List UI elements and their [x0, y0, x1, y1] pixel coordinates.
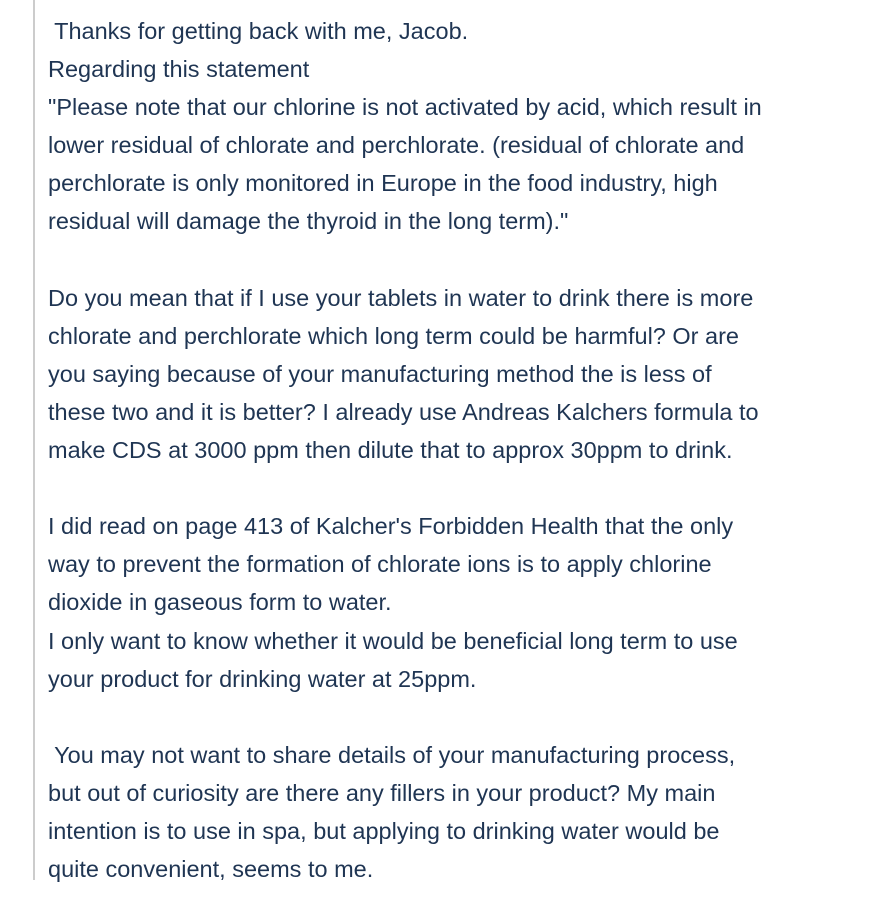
text-line: You may not want to share details of your manufacturing process, [48, 741, 736, 768]
text-line: residual will damage the thyroid in the long term)." [48, 208, 569, 235]
paragraph-gap [48, 698, 878, 736]
text-line: dioxide in gaseous form to water. [48, 589, 392, 616]
text-line: way to prevent the formation of chlorate ions is to apply chlorine [48, 551, 712, 578]
text-line: perchlorate is only monitored in Europe in the food industry, high [48, 170, 718, 197]
text-line: but out of curiosity are there any fillers in your product? My main [48, 779, 716, 806]
text-line: "Please note that our chlorine is not activated by acid, which result in [48, 94, 762, 121]
paragraph-gap [48, 469, 878, 507]
text-line: Thanks for getting back with me, Jacob. [48, 18, 469, 44]
paragraph-gap [48, 241, 878, 279]
text-line: lower residual of chlorate and perchlorate. (residual of chlorate and [48, 132, 745, 159]
text-line: you saying because of your manufacturing method the is less of [48, 360, 712, 387]
text-line: I only want to know whether it would be beneficial long term to use [48, 627, 738, 654]
text-line: your product for drinking water at 25ppm. [48, 665, 477, 692]
text-line: Do you mean that if I use your tablets in water to drink there is more [48, 284, 754, 311]
text-line: I did read on page 413 of Kalcher's Forbidden Health that the only [48, 513, 734, 540]
text-line: chlorate and perchlorate which long term could be harmful? Or are [48, 322, 740, 349]
text-line: intention is to use in spa, but applying to drinking water would be [48, 817, 720, 844]
email-body [48, 12, 878, 888]
text-line: quite convenient, seems to me. [48, 856, 374, 883]
text-line: Regarding this statement [48, 56, 310, 83]
text-line: make CDS at 3000 ppm then dilute that to approx 30ppm to drink. [48, 437, 733, 464]
quote-bar [33, 0, 35, 880]
text-line: these two and it is better? I already use Andreas Kalchers formula to [48, 398, 759, 425]
